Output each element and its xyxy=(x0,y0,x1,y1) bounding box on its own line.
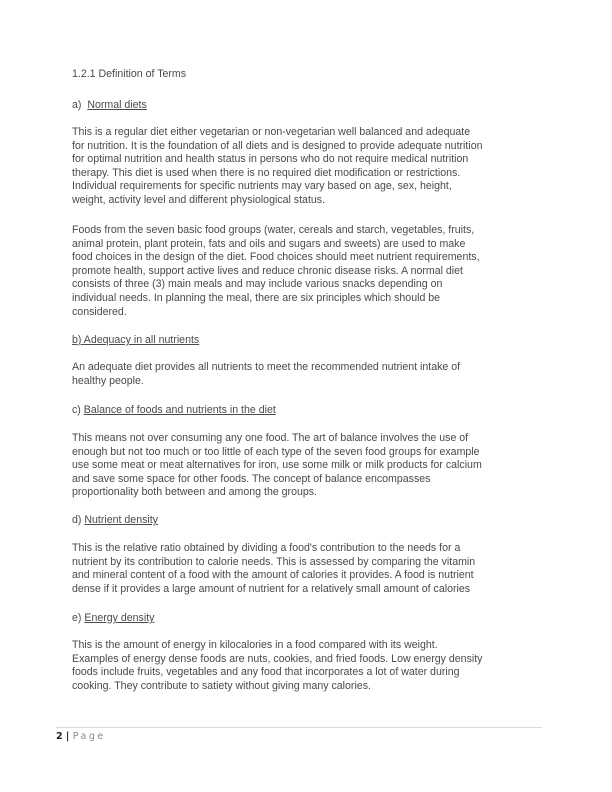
paragraph-line: cooking. They contribute to satiety without giving many calories. xyxy=(72,679,371,692)
paragraph-line: nutrient by its contribution to calorie needs. This is assessed by comparing the vitamin xyxy=(72,555,476,568)
paragraph xyxy=(72,542,552,596)
paragraph-line: promote health, support active lives and reduce chronic disease risks. A normal diet xyxy=(72,264,463,277)
paragraph-line: Individual requirements for specific nutrients may vary based on age, sex, height, xyxy=(72,180,452,193)
term-heading xyxy=(72,99,552,113)
paragraph xyxy=(72,639,552,693)
section-title: 1.2.1 Definition of Terms xyxy=(72,68,187,80)
term-heading xyxy=(72,334,552,348)
term-marker: d) xyxy=(72,514,85,526)
paragraph xyxy=(72,361,552,388)
paragraph-line: considered. xyxy=(72,305,127,318)
paragraph-line: animal protein, plant protein, fats and oils and sugars and sweets) are used to make xyxy=(72,237,466,250)
paragraph-line: for nutrition. It is the foundation of all diets and is designed to provide adequate nutrition xyxy=(72,139,483,152)
paragraph-line: for optimal nutrition and health status in persons who do not require medical nutrition xyxy=(72,153,469,166)
page-number: 2 xyxy=(56,731,63,742)
page-label: Page xyxy=(72,731,106,742)
paragraph xyxy=(72,126,552,208)
paragraph-line: Examples of energy dense foods are nuts, cookies, and fried foods. Low energy density xyxy=(72,652,483,665)
paragraph-line: Foods from the seven basic food groups (water, cereals and starch, vegetables, fruits, xyxy=(72,224,475,236)
term-heading xyxy=(72,404,552,418)
paragraph-line: enough but not too much or too little of each type of the seven food groups for example xyxy=(72,445,480,458)
paragraph xyxy=(72,224,552,319)
paragraph-line: and mineral content of a food with the amount of calories it provides. A food is nutrient xyxy=(72,569,474,582)
term-marker: b) xyxy=(72,334,84,346)
paragraph-line: dense if it provides a large amount of nutrient for a relatively small amount of calories xyxy=(72,582,471,595)
term-heading xyxy=(72,514,552,528)
paragraph-line: healthy people. xyxy=(72,374,144,387)
term-marker: c) xyxy=(72,404,84,416)
paragraph-line: individual needs. In planning the meal, there are six principles which should be xyxy=(72,291,441,304)
term-marker: e) xyxy=(72,612,85,624)
paragraph-line: consists of three (3) main meals and may include various snacks depending on xyxy=(72,278,443,291)
page-footer xyxy=(56,731,106,742)
paragraph-line: and save some space for other foods. The concept of balance encompasses xyxy=(72,472,431,485)
paragraph-line: therapy. This diet is used when there is no required diet modification or restrictions. xyxy=(72,166,461,179)
paragraph-line: This is a regular diet either vegetarian or non-vegetarian well balanced and adequate xyxy=(72,126,471,138)
term-title: Normal diets xyxy=(87,99,147,111)
paragraph-line: This is the amount of energy in kilocalories in a food compared with its weight. xyxy=(72,639,438,651)
paragraph-line: An adequate diet provides all nutrients to meet the recommended nutrient intake of xyxy=(72,361,461,373)
term-marker: a) xyxy=(72,99,88,111)
term-title: Balance of foods and nutrients in the diet xyxy=(83,404,276,416)
term-heading xyxy=(72,612,552,626)
paragraph-line: This is the relative ratio obtained by dividing a food's contribution to the needs for a xyxy=(72,542,461,554)
paragraph-line: food choices in the design of the diet. Food choices should meet nutrient requirements, xyxy=(72,251,480,264)
footer-divider xyxy=(56,727,542,728)
paragraph-line: weight, activity level and different physiological status. xyxy=(72,193,326,206)
term-title: Energy density xyxy=(84,612,155,624)
term-title: Nutrient density xyxy=(84,514,158,526)
paragraph xyxy=(72,432,552,500)
paragraph-line: This means not over consuming any one food. The art of balance involves the use of xyxy=(72,432,469,444)
paragraph-line: foods include fruits, vegetables and any food that incorporates a lot of water during xyxy=(72,666,460,679)
footer-separator: | xyxy=(62,731,73,742)
paragraph-line: use some meat or meat alternatives for iron, use some milk or milk products for calcium xyxy=(72,459,482,472)
paragraph-line: proportionality both between and among the groups. xyxy=(72,486,318,499)
term-title: Adequacy in all nutrients xyxy=(83,334,200,346)
